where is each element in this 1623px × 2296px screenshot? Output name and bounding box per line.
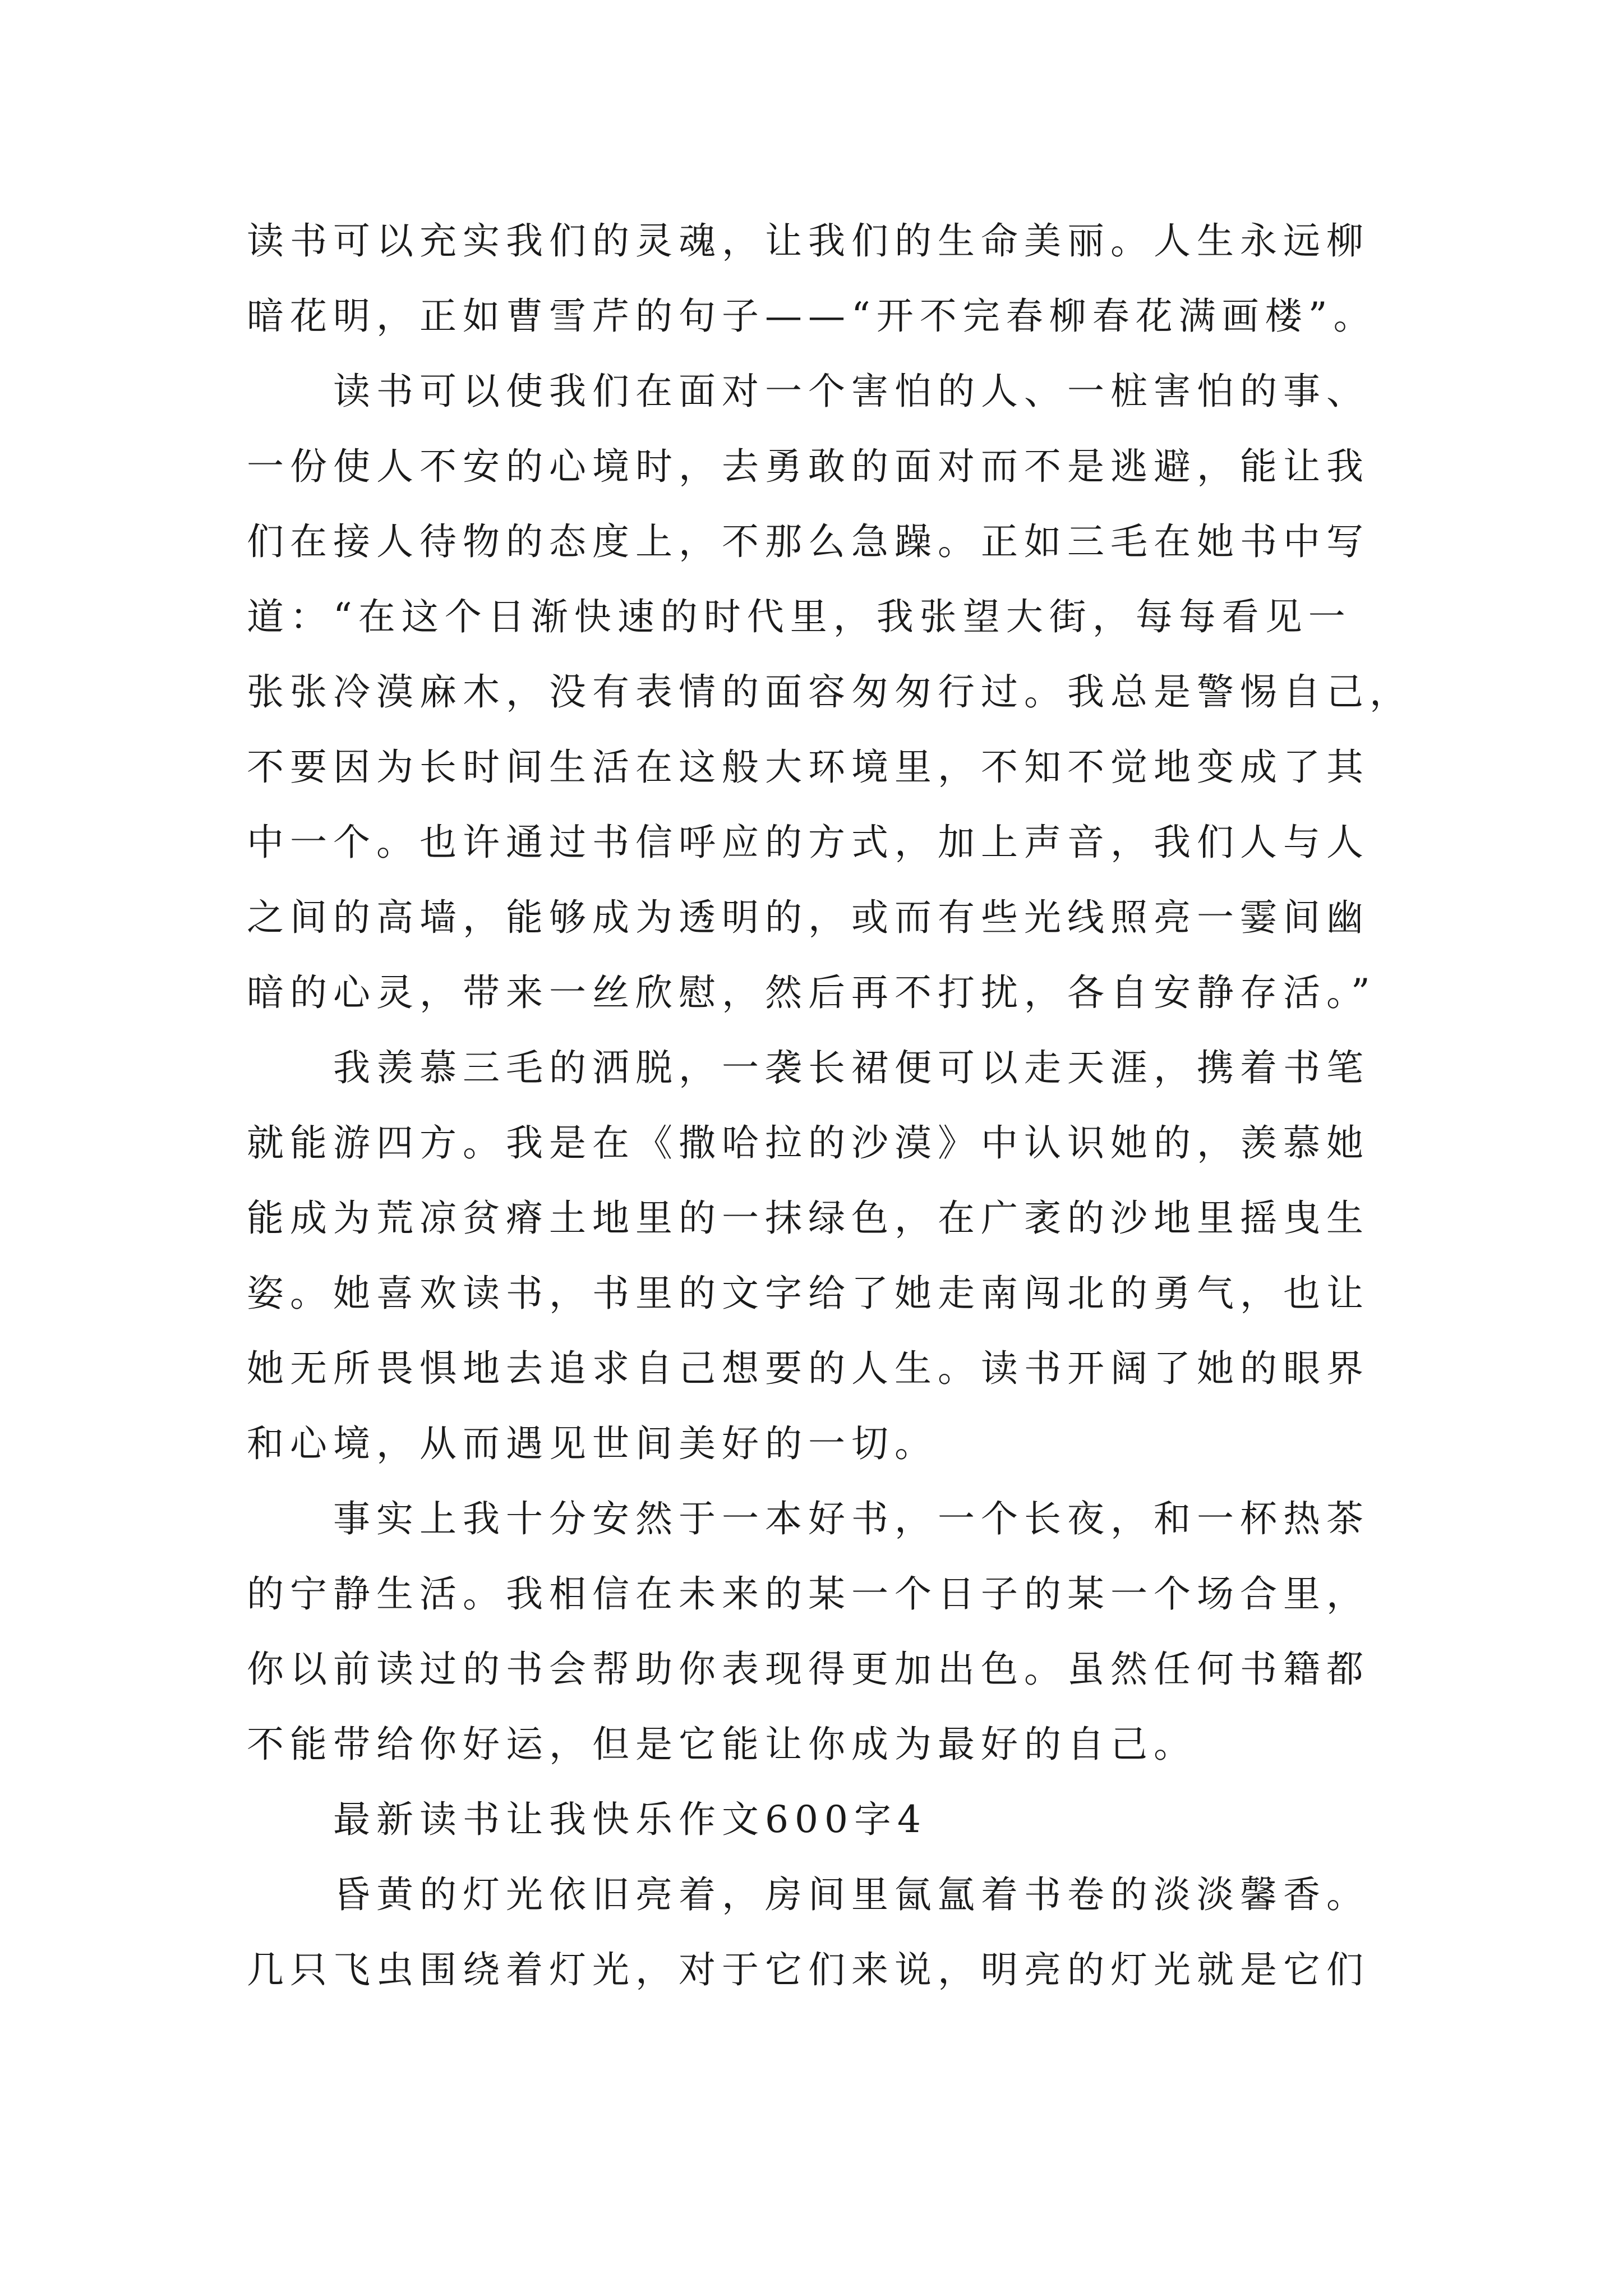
text-line: 和心境，从而遇见世间美好的一切。 — [247, 1422, 938, 1465]
text-line: 你以前读过的书会帮助你表现得更加出色。虽然任何书籍都 — [247, 1648, 1370, 1691]
text-line: 的宁静生活。我相信在未来的某一个日子的某一个场合里， — [247, 1572, 1370, 1616]
text-line: 不能带给你好运，但是它能让你成为最好的自己。 — [247, 1723, 1197, 1766]
document-body — [247, 204, 1413, 2008]
text-line: 读书可以使我们在面对一个害怕的人、一桩害怕的事、 — [333, 370, 1370, 413]
text-line: 们在接人待物的态度上，不那么急躁。正如三毛在她书中写 — [247, 520, 1370, 563]
text-line: 不要因为长时间生活在这般大环境里，不知不觉地变成了其 — [247, 746, 1370, 789]
text-line: 之间的高墙，能够成为透明的，或而有些光线照亮一霎间幽 — [247, 896, 1370, 939]
text-line: 道：“在这个日渐快速的时代里，我张望大街，每每看见一 — [247, 595, 1352, 638]
text-line: 能成为荒凉贫瘠土地里的一抹绿色，在广袤的沙地里摇曳生 — [247, 1197, 1370, 1240]
text-line: 张张冷漠麻木，没有表情的面容匆匆行过。我总是警惕自己， — [247, 670, 1413, 714]
text-line: 就能游四方。我是在《撒哈拉的沙漠》中认识她的，羡慕她 — [247, 1121, 1370, 1165]
text-line: 姿。她喜欢读书，书里的文字给了她走南闯北的勇气，也让 — [247, 1272, 1370, 1315]
text-line: 读书可以充实我们的灵魂，让我们的生命美丽。人生永远柳 — [247, 219, 1370, 263]
text-line: 一份使人不安的心境时，去勇敢的面对而不是逃避，能让我 — [247, 445, 1370, 488]
text-line: 我羡慕三毛的洒脱，一袭长裙便可以走天涯，携着书笔 — [333, 1046, 1370, 1089]
text-line: 暗花明，正如曹雪芹的句子——“开不完春柳春花满画楼”。 — [247, 295, 1377, 338]
text-line: 最新读书让我快乐作文600字4 — [333, 1798, 927, 1841]
text-line: 暗的心灵，带来一丝欣慰，然后再不打扰，各自安静存活。” — [247, 971, 1376, 1014]
text-line: 几只飞虫围绕着灯光，对于它们来说，明亮的灯光就是它们 — [247, 1948, 1370, 1991]
text-line: 她无所畏惧地去追求自己想要的人生。读书开阔了她的眼界 — [247, 1347, 1370, 1390]
text-line: 事实上我十分安然于一本好书，一个长夜，和一杯热茶 — [333, 1497, 1370, 1540]
text-line: 中一个。也许通过书信呼应的方式，加上声音，我们人与人 — [247, 821, 1370, 864]
text-line: 昏黄的灯光依旧亮着，房间里氤氲着书卷的淡淡馨香。 — [333, 1873, 1370, 1916]
